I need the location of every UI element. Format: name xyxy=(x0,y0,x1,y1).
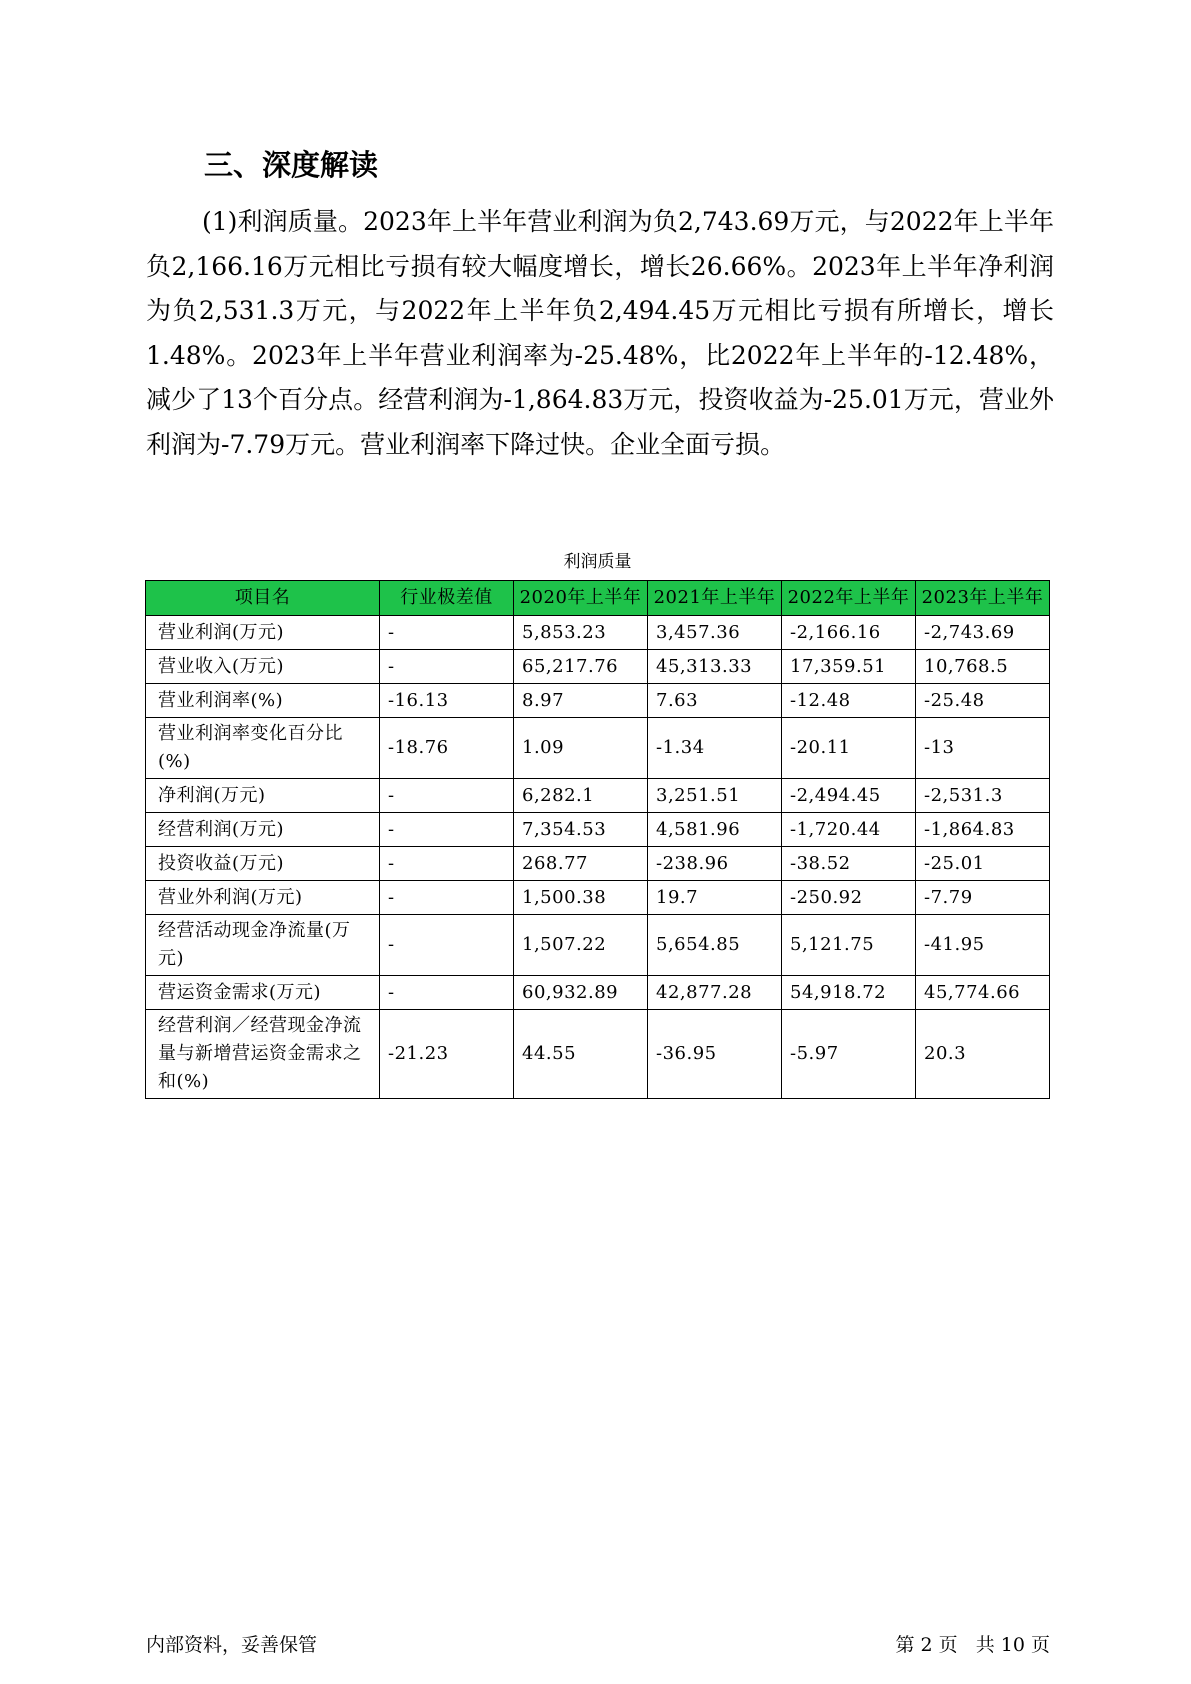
cell-2020h1: 60,932.89 xyxy=(514,976,648,1010)
cell-2020h1: 6,282.1 xyxy=(514,779,648,813)
row-label: 营业收入(万元) xyxy=(146,650,380,684)
cell-2022h1: -38.52 xyxy=(782,847,916,881)
cell-2023h1: 20.3 xyxy=(916,1010,1050,1099)
cell-2020h1: 8.97 xyxy=(514,684,648,718)
cell-2022h1: 5,121.75 xyxy=(782,915,916,976)
cell-2021h1: 19.7 xyxy=(648,881,782,915)
cell-2023h1: -7.79 xyxy=(916,881,1050,915)
cell-2022h1: 54,918.72 xyxy=(782,976,916,1010)
row-label: 营运资金需求(万元) xyxy=(146,976,380,1010)
cell-2022h1: -1,720.44 xyxy=(782,813,916,847)
cell-industry-range: - xyxy=(380,881,514,915)
cell-2022h1: -2,494.45 xyxy=(782,779,916,813)
table-row xyxy=(146,779,1050,813)
cell-2021h1: 45,313.33 xyxy=(648,650,782,684)
cell-2021h1: 3,457.36 xyxy=(648,616,782,650)
cell-2021h1: -1.34 xyxy=(648,718,782,779)
cell-industry-range: - xyxy=(380,915,514,976)
cell-2020h1: 268.77 xyxy=(514,847,648,881)
cell-2022h1: 17,359.51 xyxy=(782,650,916,684)
cell-2020h1: 5,853.23 xyxy=(514,616,648,650)
cell-2021h1: 4,581.96 xyxy=(648,813,782,847)
header-2021h1: 2021年上半年 xyxy=(648,581,782,616)
cell-2021h1: -36.95 xyxy=(648,1010,782,1099)
cell-2022h1: -250.92 xyxy=(782,881,916,915)
cell-industry-range: - xyxy=(380,847,514,881)
footer-confidential-note: 内部资料，妥善保管 xyxy=(146,1634,318,1656)
cell-2021h1: 7.63 xyxy=(648,684,782,718)
row-label: 经营活动现金净流量(万元) xyxy=(146,915,380,976)
cell-2023h1: -13 xyxy=(916,718,1050,779)
cell-2020h1: 44.55 xyxy=(514,1010,648,1099)
table-row xyxy=(146,915,1050,976)
table-row xyxy=(146,650,1050,684)
row-label: 经营利润／经营现金净流量与新增营运资金需求之和(%) xyxy=(146,1010,380,1099)
cell-industry-range: -16.13 xyxy=(380,684,514,718)
cell-2020h1: 1,507.22 xyxy=(514,915,648,976)
cell-2020h1: 7,354.53 xyxy=(514,813,648,847)
cell-2023h1: -41.95 xyxy=(916,915,1050,976)
cell-industry-range: - xyxy=(380,616,514,650)
cell-industry-range: -18.76 xyxy=(380,718,514,779)
table-row xyxy=(146,813,1050,847)
cell-2020h1: 1,500.38 xyxy=(514,881,648,915)
cell-industry-range: - xyxy=(380,976,514,1010)
cell-2021h1: 3,251.51 xyxy=(648,779,782,813)
cell-2023h1: -2,743.69 xyxy=(916,616,1050,650)
header-item-name: 项目名 xyxy=(146,581,380,616)
table-row xyxy=(146,616,1050,650)
row-label: 营业利润率(%) xyxy=(146,684,380,718)
cell-2022h1: -5.97 xyxy=(782,1010,916,1099)
cell-2021h1: -238.96 xyxy=(648,847,782,881)
header-industry-range: 行业极差值 xyxy=(380,581,514,616)
table-row xyxy=(146,684,1050,718)
header-2023h1: 2023年上半年 xyxy=(916,581,1050,616)
cell-2020h1: 65,217.76 xyxy=(514,650,648,684)
row-label: 营业利润率变化百分比(%) xyxy=(146,718,380,779)
cell-2021h1: 5,654.85 xyxy=(648,915,782,976)
header-2022h1: 2022年上半年 xyxy=(782,581,916,616)
row-label: 营业利润(万元) xyxy=(146,616,380,650)
table-caption: 利润质量 xyxy=(563,552,632,572)
cell-2023h1: 10,768.5 xyxy=(916,650,1050,684)
cell-2023h1: -25.48 xyxy=(916,684,1050,718)
table-header-row xyxy=(146,581,1050,616)
cell-2020h1: 1.09 xyxy=(514,718,648,779)
table-row xyxy=(146,881,1050,915)
cell-2023h1: -2,531.3 xyxy=(916,779,1050,813)
cell-industry-range: - xyxy=(380,813,514,847)
profit-quality-paragraph: (1)利润质量。2023年上半年营业利润为负2,743.69万元，与2022年上半年负2,166.16万元相比亏损有较大幅度增长，增长26.66%。2023年上半年净利润为负2,531.3万元，与2022年上半年负2,494.45万元相比亏损有所增长，增长1.48%。2023年上半年营业利润率为-25.48%，比2022年上半年的-12.48%，减少了13个百分点。经营利润为-1,864.83万元，投资收益为-25.01万元，营业外利润为-7.79万元。营业利润率下降过快。企业全面亏损。 xyxy=(146,207,1054,459)
cell-industry-range: - xyxy=(380,779,514,813)
cell-2021h1: 42,877.28 xyxy=(648,976,782,1010)
row-label: 投资收益(万元) xyxy=(146,847,380,881)
section-title: 三、深度解读 xyxy=(204,148,379,182)
cell-2023h1: -1,864.83 xyxy=(916,813,1050,847)
cell-2023h1: -25.01 xyxy=(916,847,1050,881)
cell-2022h1: -2,166.16 xyxy=(782,616,916,650)
cell-industry-range: - xyxy=(380,650,514,684)
table-row xyxy=(146,718,1050,779)
row-label: 净利润(万元) xyxy=(146,779,380,813)
cell-2022h1: -12.48 xyxy=(782,684,916,718)
profit-quality-table xyxy=(145,580,1050,1099)
header-2020h1: 2020年上半年 xyxy=(514,581,648,616)
table-row xyxy=(146,1010,1050,1099)
cell-industry-range: -21.23 xyxy=(380,1010,514,1099)
table-row xyxy=(146,847,1050,881)
footer-page-number: 第 2 页 共 10 页 xyxy=(895,1634,1050,1656)
cell-2022h1: -20.11 xyxy=(782,718,916,779)
table-row xyxy=(146,976,1050,1010)
row-label: 营业外利润(万元) xyxy=(146,881,380,915)
row-label: 经营利润(万元) xyxy=(146,813,380,847)
cell-2023h1: 45,774.66 xyxy=(916,976,1050,1010)
